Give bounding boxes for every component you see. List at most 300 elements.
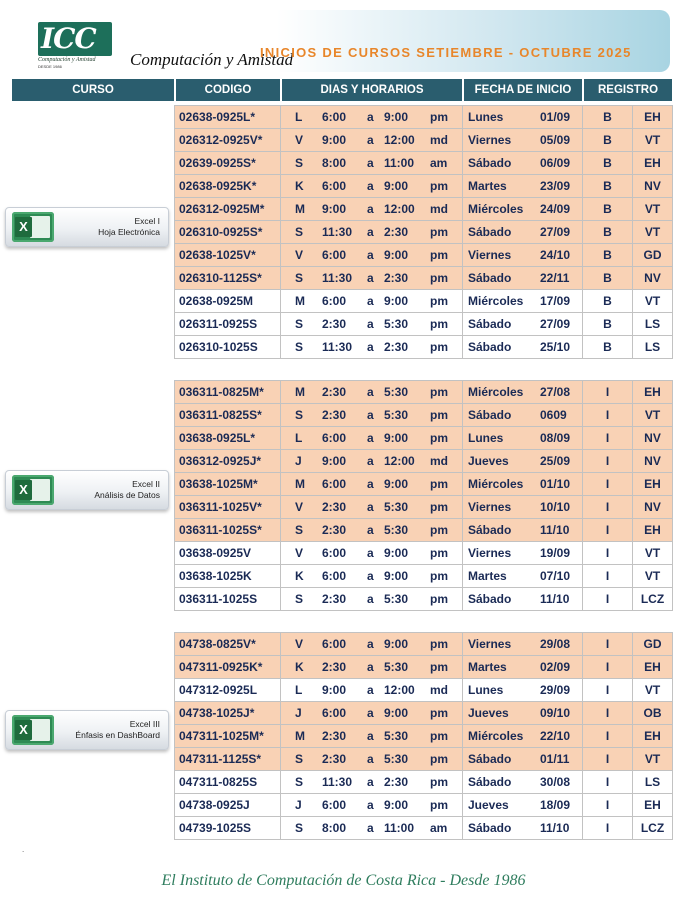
day-letter: S (295, 271, 304, 285)
am-pm: pm (430, 569, 448, 583)
schedule-table-excel-2 (174, 380, 673, 611)
course-card-excel-2 (5, 470, 169, 510)
registration-type: I (583, 450, 633, 473)
start-day-name: Sábado (468, 271, 512, 285)
table-row (175, 221, 673, 244)
time-separator: a (367, 202, 374, 216)
table-row (175, 496, 673, 519)
start-day-name: Miércoles (468, 477, 524, 491)
start-date-cell (463, 313, 583, 336)
sheet-shape (30, 479, 50, 501)
am-pm: am (430, 156, 448, 170)
course-code: 03638-1025K (175, 565, 281, 588)
time-separator: a (367, 340, 374, 354)
table-row (175, 771, 673, 794)
start-date-cell (463, 404, 583, 427)
day-letter: M (295, 202, 305, 216)
start-date: 19/09 (540, 546, 571, 560)
course-code: 047311-0825S (175, 771, 281, 794)
start-date: 25/10 (540, 340, 571, 354)
time-separator: a (367, 500, 374, 514)
course-level: Excel I (134, 216, 160, 226)
start-date: 06/09 (540, 156, 571, 170)
start-time: 6:00 (322, 569, 347, 583)
start-day-name: Sábado (468, 821, 512, 835)
sheet-shape (30, 216, 50, 238)
start-day-name: Viernes (468, 133, 512, 147)
am-pm: am (430, 821, 448, 835)
course-level: Excel III (129, 719, 160, 729)
time-separator: a (367, 133, 374, 147)
start-date-cell (463, 542, 583, 565)
am-pm: pm (430, 431, 448, 445)
day-letter: L (295, 431, 303, 445)
day-letter: S (295, 821, 304, 835)
start-date-cell (463, 725, 583, 748)
am-pm: pm (430, 798, 448, 812)
table-row (175, 588, 673, 611)
start-date: 27/09 (540, 317, 571, 331)
end-time: 12:00 (384, 133, 415, 147)
column-header-curso: CURSO (72, 84, 114, 96)
start-date-cell (463, 473, 583, 496)
room-code: LS (633, 313, 673, 336)
course-code: 04738-0925J (175, 794, 281, 817)
day-letter: V (295, 500, 304, 514)
day-letter: K (295, 179, 304, 193)
course-code: 03638-0925L* (175, 427, 281, 450)
course-name: Análisis de Datos (94, 490, 160, 500)
course-code: 036312-0925J* (175, 450, 281, 473)
schedule-cell (281, 336, 463, 359)
am-pm: pm (430, 523, 448, 537)
start-date: 22/10 (540, 729, 571, 743)
time-separator: a (367, 385, 374, 399)
course-code: 036311-1025S* (175, 519, 281, 542)
start-date-cell (463, 588, 583, 611)
day-letter: V (295, 133, 304, 147)
room-code: EH (633, 794, 673, 817)
registration-type: I (583, 702, 633, 725)
schedule-cell (281, 381, 463, 404)
registration-type: B (583, 175, 633, 198)
day-letter: K (295, 660, 304, 674)
am-pm: pm (430, 706, 448, 720)
schedule-cell (281, 588, 463, 611)
am-pm: md (430, 202, 448, 216)
day-letter: S (295, 775, 304, 789)
table-row (175, 656, 673, 679)
column-header-fecha-inicio: FECHA DE INICIO (474, 84, 572, 96)
table-row (175, 244, 673, 267)
table-row (175, 519, 673, 542)
end-time: 2:30 (384, 775, 409, 789)
start-date-cell (463, 290, 583, 313)
room-code: LCZ (633, 588, 673, 611)
room-code: VT (633, 198, 673, 221)
course-code: 03638-1025M* (175, 473, 281, 496)
schedule-cell (281, 817, 463, 840)
start-date-cell (463, 129, 583, 152)
start-time: 2:30 (322, 408, 347, 422)
start-date-cell (463, 679, 583, 702)
end-time: 12:00 (384, 454, 415, 468)
registration-type: B (583, 152, 633, 175)
start-day-name: Sábado (468, 408, 512, 422)
start-time: 2:30 (322, 660, 347, 674)
room-code: VT (633, 404, 673, 427)
start-date-cell (463, 244, 583, 267)
start-time: 2:30 (322, 752, 347, 766)
time-separator: a (367, 729, 374, 743)
start-day-name: Sábado (468, 225, 512, 239)
start-date-cell (463, 794, 583, 817)
start-time: 2:30 (322, 729, 347, 743)
start-date: 07/10 (540, 569, 571, 583)
start-date-cell (463, 702, 583, 725)
course-code: 047312-0925L (175, 679, 281, 702)
day-letter: M (295, 729, 305, 743)
room-code: NV (633, 175, 673, 198)
am-pm: pm (430, 271, 448, 285)
end-time: 5:30 (384, 729, 409, 743)
start-time: 6:00 (322, 546, 347, 560)
start-day-name: Martes (468, 660, 507, 674)
start-date: 24/10 (540, 248, 571, 262)
schedule-cell (281, 404, 463, 427)
course-code: 036311-0825M* (175, 381, 281, 404)
am-pm: md (430, 133, 448, 147)
excel-icon (12, 475, 54, 505)
end-time: 5:30 (384, 408, 409, 422)
end-time: 5:30 (384, 317, 409, 331)
end-time: 9:00 (384, 110, 409, 124)
schedule-cell (281, 771, 463, 794)
time-separator: a (367, 683, 374, 697)
schedule-cell (281, 450, 463, 473)
registration-type: I (583, 817, 633, 840)
time-separator: a (367, 477, 374, 491)
start-date-cell (463, 152, 583, 175)
start-date-cell (463, 381, 583, 404)
time-separator: a (367, 454, 374, 468)
start-date: 02/09 (540, 660, 571, 674)
end-time: 5:30 (384, 752, 409, 766)
start-day-name: Sábado (468, 523, 512, 537)
time-separator: a (367, 156, 374, 170)
schedule-cell (281, 496, 463, 519)
course-code: 026311-0925S (175, 313, 281, 336)
schedule-cell (281, 129, 463, 152)
am-pm: md (430, 454, 448, 468)
course-card-excel-3 (5, 710, 169, 750)
start-day-name: Miércoles (468, 385, 524, 399)
start-day-name: Sábado (468, 317, 512, 331)
table-row (175, 817, 673, 840)
start-time: 6:00 (322, 431, 347, 445)
excel-icon (12, 212, 54, 242)
start-date: 11/10 (540, 821, 570, 835)
time-separator: a (367, 408, 374, 422)
am-pm: pm (430, 294, 448, 308)
time-separator: a (367, 546, 374, 560)
start-time: 2:30 (322, 317, 347, 331)
am-pm: pm (430, 225, 448, 239)
start-day-name: Jueves (468, 798, 509, 812)
start-date: 10/10 (540, 500, 571, 514)
start-day-name: Lunes (468, 431, 504, 445)
time-separator: a (367, 660, 374, 674)
schedule-cell (281, 725, 463, 748)
registration-type: I (583, 381, 633, 404)
course-code: 03638-0925V (175, 542, 281, 565)
room-code: EH (633, 656, 673, 679)
room-code: VT (633, 542, 673, 565)
start-time: 11:30 (322, 775, 353, 789)
day-letter: M (295, 385, 305, 399)
course-code: 02639-0925S* (175, 152, 281, 175)
room-code: NV (633, 450, 673, 473)
end-time: 9:00 (384, 706, 409, 720)
course-code: 026312-0925V* (175, 129, 281, 152)
start-date-cell (463, 656, 583, 679)
schedule-cell (281, 656, 463, 679)
institute-logo (38, 22, 112, 68)
column-header-registro: REGISTRO (597, 84, 659, 96)
course-name: Hoja Electrónica (98, 227, 160, 237)
table-row (175, 290, 673, 313)
course-code: 036311-0825S* (175, 404, 281, 427)
room-code: NV (633, 427, 673, 450)
room-code: VT (633, 748, 673, 771)
day-letter: S (295, 225, 304, 239)
schedule-cell (281, 106, 463, 129)
start-date: 01/11 (540, 752, 570, 766)
start-date-cell (463, 771, 583, 794)
am-pm: pm (430, 660, 448, 674)
end-time: 9:00 (384, 294, 409, 308)
start-date-cell (463, 198, 583, 221)
start-day-name: Martes (468, 179, 507, 193)
logo-caption: Computación y Amistad (38, 57, 96, 63)
end-time: 11:00 (384, 821, 415, 835)
start-date: 29/09 (540, 683, 571, 697)
table-row (175, 381, 673, 404)
end-time: 2:30 (384, 340, 409, 354)
course-card-excel-1 (5, 207, 169, 247)
schedule-cell (281, 198, 463, 221)
day-letter: V (295, 248, 304, 262)
schedule-cell (281, 633, 463, 656)
table-row (175, 198, 673, 221)
start-day-name: Lunes (468, 683, 504, 697)
schedule-cell (281, 519, 463, 542)
end-time: 12:00 (384, 683, 415, 697)
registration-type: B (583, 106, 633, 129)
end-time: 5:30 (384, 500, 409, 514)
start-time: 6:00 (322, 248, 347, 262)
start-date: 17/09 (540, 294, 571, 308)
registration-type: I (583, 794, 633, 817)
start-date-cell (463, 519, 583, 542)
am-pm: pm (430, 477, 448, 491)
start-date: 27/09 (540, 225, 571, 239)
time-separator: a (367, 569, 374, 583)
registration-type: I (583, 542, 633, 565)
time-separator: a (367, 248, 374, 262)
time-separator: a (367, 523, 374, 537)
table-row (175, 633, 673, 656)
start-time: 2:30 (322, 592, 347, 606)
brand-slogan: Computación y Amistad (130, 50, 294, 69)
start-date: 09/10 (540, 706, 571, 720)
end-time: 2:30 (384, 225, 409, 239)
start-time: 11:30 (322, 225, 353, 239)
start-date: 18/09 (540, 798, 571, 812)
schedule-cell (281, 679, 463, 702)
table-row (175, 725, 673, 748)
schedule-table-excel-1 (174, 105, 673, 359)
day-letter: S (295, 592, 304, 606)
start-date-cell (463, 427, 583, 450)
page-title: INICIOS DE CURSOS SETIEMBRE - OCTUBRE 2025 (260, 45, 632, 60)
page-header (14, 10, 670, 72)
start-time: 2:30 (322, 385, 347, 399)
table-row (175, 313, 673, 336)
day-letter: S (295, 340, 304, 354)
schedule-cell (281, 313, 463, 336)
day-letter: V (295, 637, 304, 651)
registration-type: I (583, 656, 633, 679)
start-time: 6:00 (322, 179, 347, 193)
time-separator: a (367, 821, 374, 835)
end-time: 9:00 (384, 477, 409, 491)
room-code: VT (633, 221, 673, 244)
schedule-cell (281, 794, 463, 817)
schedule-table-excel-3 (174, 632, 673, 840)
course-code: 026312-0925M* (175, 198, 281, 221)
schedule-cell (281, 152, 463, 175)
registration-type: I (583, 725, 633, 748)
registration-type: B (583, 336, 633, 359)
table-row (175, 679, 673, 702)
start-date-cell (463, 221, 583, 244)
start-date: 05/09 (540, 133, 571, 147)
logo-caption-small: DESDE 1986 (38, 64, 62, 69)
schedule-cell (281, 244, 463, 267)
course-name: Énfasis en DashBoard (75, 730, 160, 740)
start-time: 6:00 (322, 477, 347, 491)
schedule-cell (281, 427, 463, 450)
start-date: 24/09 (540, 202, 571, 216)
time-separator: a (367, 431, 374, 445)
end-time: 2:30 (384, 271, 409, 285)
start-date-cell (463, 565, 583, 588)
day-letter: J (295, 454, 302, 468)
room-code: EH (633, 725, 673, 748)
start-date-cell (463, 748, 583, 771)
course-code: 02638-0925K* (175, 175, 281, 198)
end-time: 5:30 (384, 385, 409, 399)
am-pm: pm (430, 729, 448, 743)
room-code: NV (633, 496, 673, 519)
start-date: 11/10 (540, 523, 570, 537)
start-time: 6:00 (322, 637, 347, 651)
start-date: 01/09 (540, 110, 571, 124)
start-time: 8:00 (322, 156, 347, 170)
start-date: 22/11 (540, 271, 570, 285)
day-letter: S (295, 752, 304, 766)
end-time: 5:30 (384, 592, 409, 606)
logo-letters: ICC (41, 22, 96, 55)
time-separator: a (367, 752, 374, 766)
schedule-cell (281, 542, 463, 565)
room-code: NV (633, 267, 673, 290)
am-pm: pm (430, 340, 448, 354)
day-letter: S (295, 317, 304, 331)
start-date: 01/10 (540, 477, 571, 491)
room-code: VT (633, 679, 673, 702)
table-row (175, 565, 673, 588)
table-row (175, 542, 673, 565)
day-letter: J (295, 798, 302, 812)
schedule-cell (281, 267, 463, 290)
start-time: 2:30 (322, 500, 347, 514)
registration-type: I (583, 565, 633, 588)
start-day-name: Viernes (468, 546, 512, 560)
start-date: 0609 (540, 408, 567, 422)
start-time: 8:00 (322, 821, 347, 835)
registration-type: I (583, 404, 633, 427)
end-time: 5:30 (384, 523, 409, 537)
table-row (175, 152, 673, 175)
end-time: 9:00 (384, 569, 409, 583)
excel-x-glyph: X (15, 480, 32, 500)
start-date-cell (463, 496, 583, 519)
start-date: 29/08 (540, 637, 571, 651)
time-separator: a (367, 706, 374, 720)
table-row (175, 794, 673, 817)
day-letter: S (295, 523, 304, 537)
am-pm: pm (430, 408, 448, 422)
logo-mark (38, 22, 112, 56)
time-separator: a (367, 775, 374, 789)
time-separator: a (367, 317, 374, 331)
start-day-name: Miércoles (468, 202, 524, 216)
room-code: EH (633, 473, 673, 496)
excel-x-glyph: X (15, 720, 32, 740)
excel-icon (12, 715, 54, 745)
start-time: 6:00 (322, 110, 347, 124)
schedule-cell (281, 473, 463, 496)
day-letter: V (295, 546, 304, 560)
end-time: 12:00 (384, 202, 415, 216)
course-code: 02638-0925M (175, 290, 281, 313)
start-date-cell (463, 106, 583, 129)
am-pm: pm (430, 637, 448, 651)
table-row (175, 267, 673, 290)
time-separator: a (367, 110, 374, 124)
day-letter: J (295, 706, 302, 720)
am-pm: pm (430, 775, 448, 789)
day-letter: K (295, 569, 304, 583)
start-date: 11/10 (540, 592, 570, 606)
am-pm: pm (430, 248, 448, 262)
column-header-dias-horarios: DIAS Y HORARIOS (320, 84, 424, 96)
day-letter: L (295, 683, 303, 697)
start-time: 2:30 (322, 523, 347, 537)
room-code: VT (633, 565, 673, 588)
